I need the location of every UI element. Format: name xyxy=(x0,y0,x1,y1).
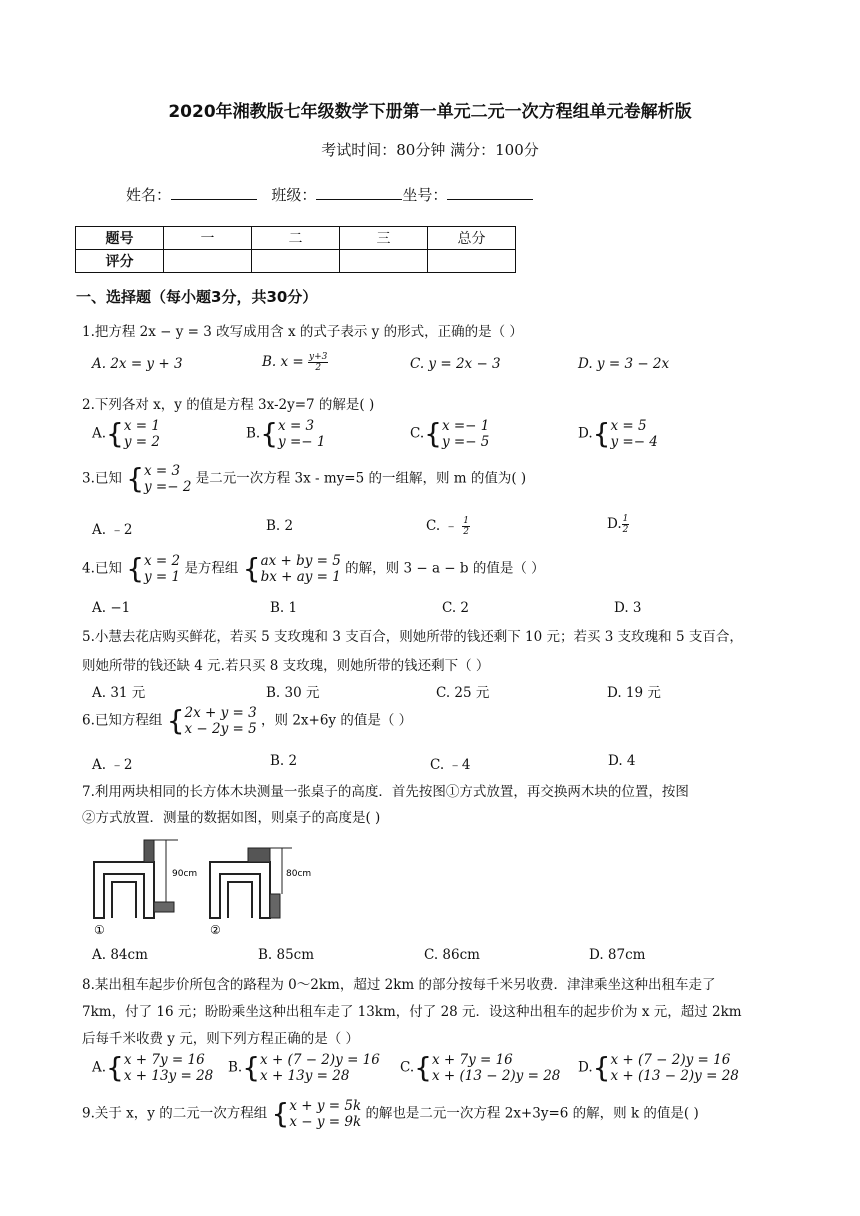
fraction xyxy=(462,516,470,537)
exam-info: 考试时间：80分钟 满分：100分 xyxy=(321,141,539,159)
denominator: 2 xyxy=(622,525,629,535)
q3-option-d[interactable] xyxy=(607,514,629,535)
seat-label: 坐号： xyxy=(402,186,448,204)
question-8-line-3: 后每千米收费 y 元，则下列方程正确的是（ ） xyxy=(82,1031,359,1047)
equation: x =− 1 xyxy=(441,418,490,434)
equation-system: {2x + y = 3 x − 2y = 5 xyxy=(166,704,257,737)
equation: x + 13y = 28 xyxy=(123,1068,214,1084)
question-text: 3.已知 xyxy=(82,470,122,487)
question-text: 是二元一次方程 3x - my=5 的一组解，则 m 的值为( ) xyxy=(195,470,527,487)
q5-option-c[interactable]: C. 25 元 xyxy=(436,685,490,701)
score-table-score-row xyxy=(76,250,516,273)
score-table-cell: 总分 xyxy=(428,227,516,250)
score-table-header-row xyxy=(76,227,516,250)
score-table xyxy=(75,226,516,273)
q1-option-b[interactable] xyxy=(262,352,328,373)
q2-option-b[interactable] xyxy=(246,418,325,450)
equation: y =− 1 xyxy=(278,434,326,450)
equation: y =− 2 xyxy=(144,479,192,495)
question-text: 的解，则 3 − a − b 的值是（ ） xyxy=(345,560,545,577)
score-table-cell: 三 xyxy=(340,227,428,250)
option-text: B. x = xyxy=(262,354,309,370)
equation: bx + ay = 1 xyxy=(260,569,341,585)
equation: x = 2 xyxy=(144,553,181,569)
option-letter: D. xyxy=(578,1059,593,1076)
q5-option-b[interactable]: B. 30 元 xyxy=(266,685,320,701)
equation-system: {x =− 1 y =− 5 xyxy=(424,417,490,450)
equation: x + 13y = 28 xyxy=(260,1068,350,1084)
equation: y =− 5 xyxy=(441,434,490,450)
question-5-line-1: 5.小慧去花店购买鲜花，若买 5 支玫瑰和 3 支百合，则她所带的钱还剩下 10 元；若买 3 支玫瑰和 5 支百合， xyxy=(82,629,743,645)
figure-1-measurement: 90cm xyxy=(172,869,198,879)
question-text: ，则 2x+6y 的值是（ ） xyxy=(261,712,413,729)
q5-option-d[interactable]: D. 19 元 xyxy=(607,685,661,701)
seat-blank[interactable] xyxy=(447,185,533,200)
figure-1-table xyxy=(94,862,154,918)
figure-2-measurement: 80cm xyxy=(286,869,312,879)
score-table-cell: 一 xyxy=(164,227,252,250)
q1-option-a[interactable] xyxy=(92,356,183,372)
q3-option-a[interactable]: A. ﹣2 xyxy=(92,522,133,538)
equation-system: {x = 3 y =− 2 xyxy=(126,462,192,495)
denominator: 2 xyxy=(315,363,322,373)
score-input-cell[interactable] xyxy=(340,250,428,273)
equation: x + y = 5k xyxy=(289,1098,362,1114)
figure-2-block-top xyxy=(248,848,270,862)
q6-option-a[interactable]: A. ﹣2 xyxy=(92,757,133,773)
equation: y = 2 xyxy=(123,434,160,450)
figure-2-number: ② xyxy=(210,923,221,937)
q1-option-d[interactable] xyxy=(578,356,669,372)
score-input-cell[interactable] xyxy=(252,250,340,273)
q7-option-d[interactable]: D. 87cm xyxy=(589,947,646,963)
q2-option-c[interactable] xyxy=(410,418,489,450)
figure-2-table xyxy=(210,862,270,918)
q6-option-c[interactable]: C. ﹣4 xyxy=(430,757,471,773)
equation-system: {x = 3 y =− 1 xyxy=(260,417,326,450)
option-text: D. y = 3 − 2x xyxy=(578,356,670,372)
question-text: 的解也是二元一次方程 2x+3y=6 的解，则 k 的值是( ) xyxy=(365,1105,699,1122)
question-9 xyxy=(82,1098,699,1130)
question-6 xyxy=(82,705,412,737)
question-8-line-1: 8.某出租车起步价所包含的路程为 0～2km，超过 2km 的部分按每千米另收费．津津乘坐这种出租车走了 xyxy=(82,977,716,993)
student-info-line xyxy=(126,184,533,205)
section-title: 一、选择题（每小题3分，共30分） xyxy=(76,288,318,306)
question-7-line-1: 7.利用两块相同的长方体木块测量一张桌子的高度．首先按图①方式放置，再交换两木块的位置，按图 xyxy=(82,784,689,800)
q5-option-a[interactable]: A. 31 元 xyxy=(92,685,146,701)
equation: x + 7y = 16 xyxy=(431,1052,513,1068)
option-letter: D. xyxy=(578,425,593,442)
question-3 xyxy=(82,463,526,495)
question-text: 9.关于 x，y 的二元一次方程组 xyxy=(82,1105,268,1122)
equation-system: {ax + by = 5 bx + ay = 1 xyxy=(242,552,341,585)
equation-system: {x = 5 y =− 4 xyxy=(592,417,658,450)
q3-option-b[interactable]: B. 2 xyxy=(266,518,294,534)
option-letter: C. xyxy=(400,1059,415,1076)
score-table-cell: 二 xyxy=(252,227,340,250)
question-4 xyxy=(82,553,545,585)
q4-option-b[interactable]: B. 1 xyxy=(270,600,298,616)
q4-option-a[interactable]: A. −1 xyxy=(92,600,131,616)
score-input-cell[interactable] xyxy=(164,250,252,273)
equation: x = 3 xyxy=(278,418,315,434)
figure-1-number: ① xyxy=(94,923,105,937)
equation: x + (13 − 2)y = 28 xyxy=(431,1068,561,1084)
equation: x + 7y = 16 xyxy=(123,1052,205,1068)
equation-system: {x = 2 y = 1 xyxy=(126,552,181,585)
equation: x + (7 − 2)y = 16 xyxy=(260,1052,380,1068)
question-7-line-2: ②方式放置．测量的数据如图，则桌子的高度是( ) xyxy=(82,810,381,826)
q7-option-b[interactable]: B. 85cm xyxy=(258,947,315,963)
q7-option-c[interactable]: C. 86cm xyxy=(424,947,480,963)
option-letter: C. xyxy=(410,425,425,442)
equation-system: {x + 7y = 16 x + (13 − 2)y = 28 xyxy=(414,1051,561,1084)
numerator: y+3 xyxy=(309,352,328,362)
equation: x + (7 − 2)y = 16 xyxy=(610,1052,731,1068)
fraction xyxy=(622,514,630,535)
equation-system: {x + y = 5k x − y = 9k xyxy=(271,1097,362,1130)
q8-option-b[interactable] xyxy=(228,1052,380,1084)
q7-option-a[interactable]: A. 84cm xyxy=(92,947,148,963)
question-5-line-2: 则她所带的钱还缺 4 元.若只买 8 支玫瑰，则她所带的钱还剩下（ ） xyxy=(82,658,490,674)
equation-system: {x = 1 y = 2 xyxy=(106,417,160,450)
equation-system: {x + 7y = 16 x + 13y = 28 xyxy=(106,1051,214,1084)
equation: y = 1 xyxy=(144,569,181,585)
name-label: 姓名： xyxy=(126,186,172,204)
question-text: 6.已知方程组 xyxy=(82,712,163,729)
equation: y =− 4 xyxy=(610,434,658,450)
figure-1-block-top xyxy=(144,840,154,862)
option-letter: B. xyxy=(228,1059,243,1076)
numerator: 1 xyxy=(622,514,629,524)
question-8-line-2: 7km，付了 16 元；盼盼乘坐这种出租车走了 13km，付了 28 元．设这种出租车的起步价为 x 元，超过 2km xyxy=(82,1004,742,1020)
figure-2-block-side xyxy=(270,894,280,918)
question-text: 4.已知 xyxy=(82,560,122,577)
question-text: 是方程组 xyxy=(184,560,239,577)
numerator: 1 xyxy=(463,516,469,526)
question-1: 1.把方程 2x − y = 3 改写成用含 x 的式子表示 y 的形式，正确的是（ ） xyxy=(82,324,523,340)
option-letter: A. xyxy=(92,1059,107,1076)
question-2: 2.下列各对 x，y 的值是方程 3x-2y=7 的解是( ) xyxy=(82,397,375,413)
q2-option-d[interactable] xyxy=(578,418,658,450)
equation: x − 2y = 5 xyxy=(184,721,257,737)
equation: x = 3 xyxy=(144,463,181,479)
fraction xyxy=(308,352,328,373)
equation: ax + by = 5 xyxy=(260,553,341,569)
q4-option-c[interactable]: C. 2 xyxy=(442,600,470,616)
q8-option-d[interactable] xyxy=(578,1052,739,1084)
option-text: A. 2x = y + 3 xyxy=(92,356,183,372)
q4-option-d[interactable]: D. 3 xyxy=(614,600,642,616)
equation: x − y = 9k xyxy=(289,1114,362,1130)
class-label: 班级： xyxy=(271,186,317,204)
score-input-cell[interactable] xyxy=(428,250,516,273)
equation: x = 1 xyxy=(123,418,160,434)
equation: x = 5 xyxy=(610,418,647,434)
option-text: C. y = 2x − 3 xyxy=(410,356,501,372)
option-letter: B. xyxy=(246,425,261,442)
q3-option-c[interactable] xyxy=(426,514,470,537)
option-text: C. ﹣ xyxy=(426,518,458,534)
q1-option-c[interactable] xyxy=(410,356,501,372)
q8-option-c[interactable] xyxy=(400,1052,560,1084)
equation: 2x + y = 3 xyxy=(184,705,257,721)
equation-system: {x + (7 − 2)y = 16 x + (13 − 2)y = 28 xyxy=(592,1051,739,1084)
table-measurement-figure xyxy=(88,834,318,940)
name-blank[interactable] xyxy=(171,185,257,200)
figure-1-block-side xyxy=(154,902,174,912)
q6-option-b[interactable]: B. 2 xyxy=(270,753,298,769)
q2-option-a[interactable] xyxy=(92,418,160,450)
option-text: D. xyxy=(607,516,622,532)
equation: x + (13 − 2)y = 28 xyxy=(610,1068,739,1084)
score-table-cell: 题号 xyxy=(76,227,164,250)
page-title: 2020年湘教版七年级数学下册第一单元二元一次方程组单元卷解析版 xyxy=(168,102,692,122)
denominator: 2 xyxy=(463,527,469,537)
option-letter: A. xyxy=(92,425,107,442)
score-table-cell: 评分 xyxy=(76,250,164,273)
class-blank[interactable] xyxy=(316,185,402,200)
equation-system: {x + (7 − 2)y = 16 x + 13y = 28 xyxy=(242,1051,380,1084)
q6-option-d[interactable]: D. 4 xyxy=(608,753,636,769)
q8-option-a[interactable] xyxy=(92,1052,213,1084)
